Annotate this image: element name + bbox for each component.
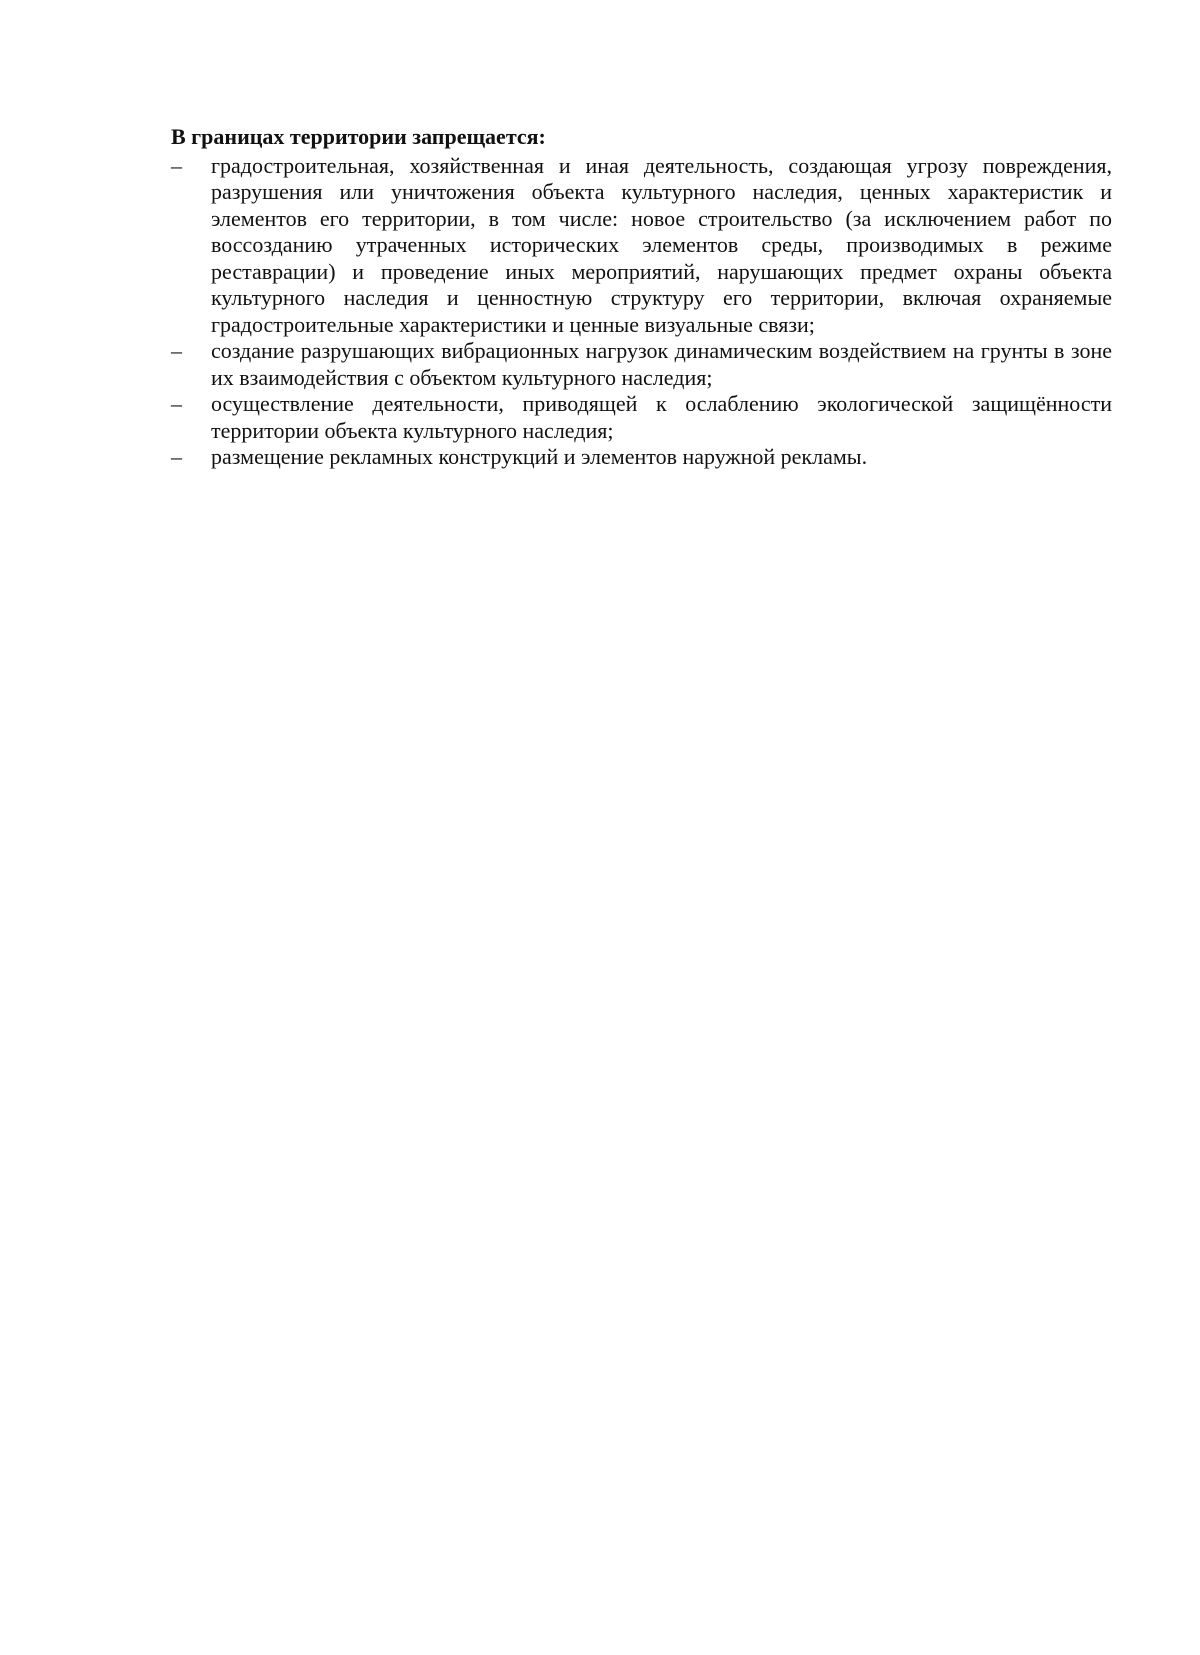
dash-bullet: –: [171, 444, 182, 469]
dash-bullet: –: [171, 391, 182, 416]
list-item-text: осуществление деятельности, приводящей к ослаблению экологической защищённости территории объекта культурного наследия;: [211, 391, 1112, 443]
dash-bullet: –: [171, 152, 182, 178]
list-item: [171, 153, 1112, 339]
list-item: [171, 338, 1112, 391]
document-body: [171, 124, 1112, 471]
dash-bullet: –: [171, 338, 182, 363]
list-item-text: создание разрушающих вибрационных нагрузок динамическим воздействием на грунты в зоне их взаимодействия с объектом культурного наследия;: [211, 338, 1112, 390]
section-heading: В границах территории запрещается:: [171, 124, 546, 149]
list-item: [171, 444, 1112, 471]
list-item: [171, 391, 1112, 444]
list-item-text: градостроительная, хозяйственная и иная деятельность, создающая угрозу повреждения, разрушения или уничтожения объекта культурного наследия, ценных характеристик и элементов его территории, в том числе: новое строительство (за исключением работ по воссозданию утраченных исторических элементов среды, производимых в режиме реставрации) и проведение иных мероприятий, нарушающих предмет охраны объекта культурного наследия и ценностную структуру его территории, включая охраняемые градостроительные характеристики и ценные визуальные связи;: [211, 152, 1112, 337]
prohibitions-list: [171, 153, 1112, 471]
list-item-text: размещение рекламных конструкций и элементов наружной рекламы.: [211, 444, 868, 469]
